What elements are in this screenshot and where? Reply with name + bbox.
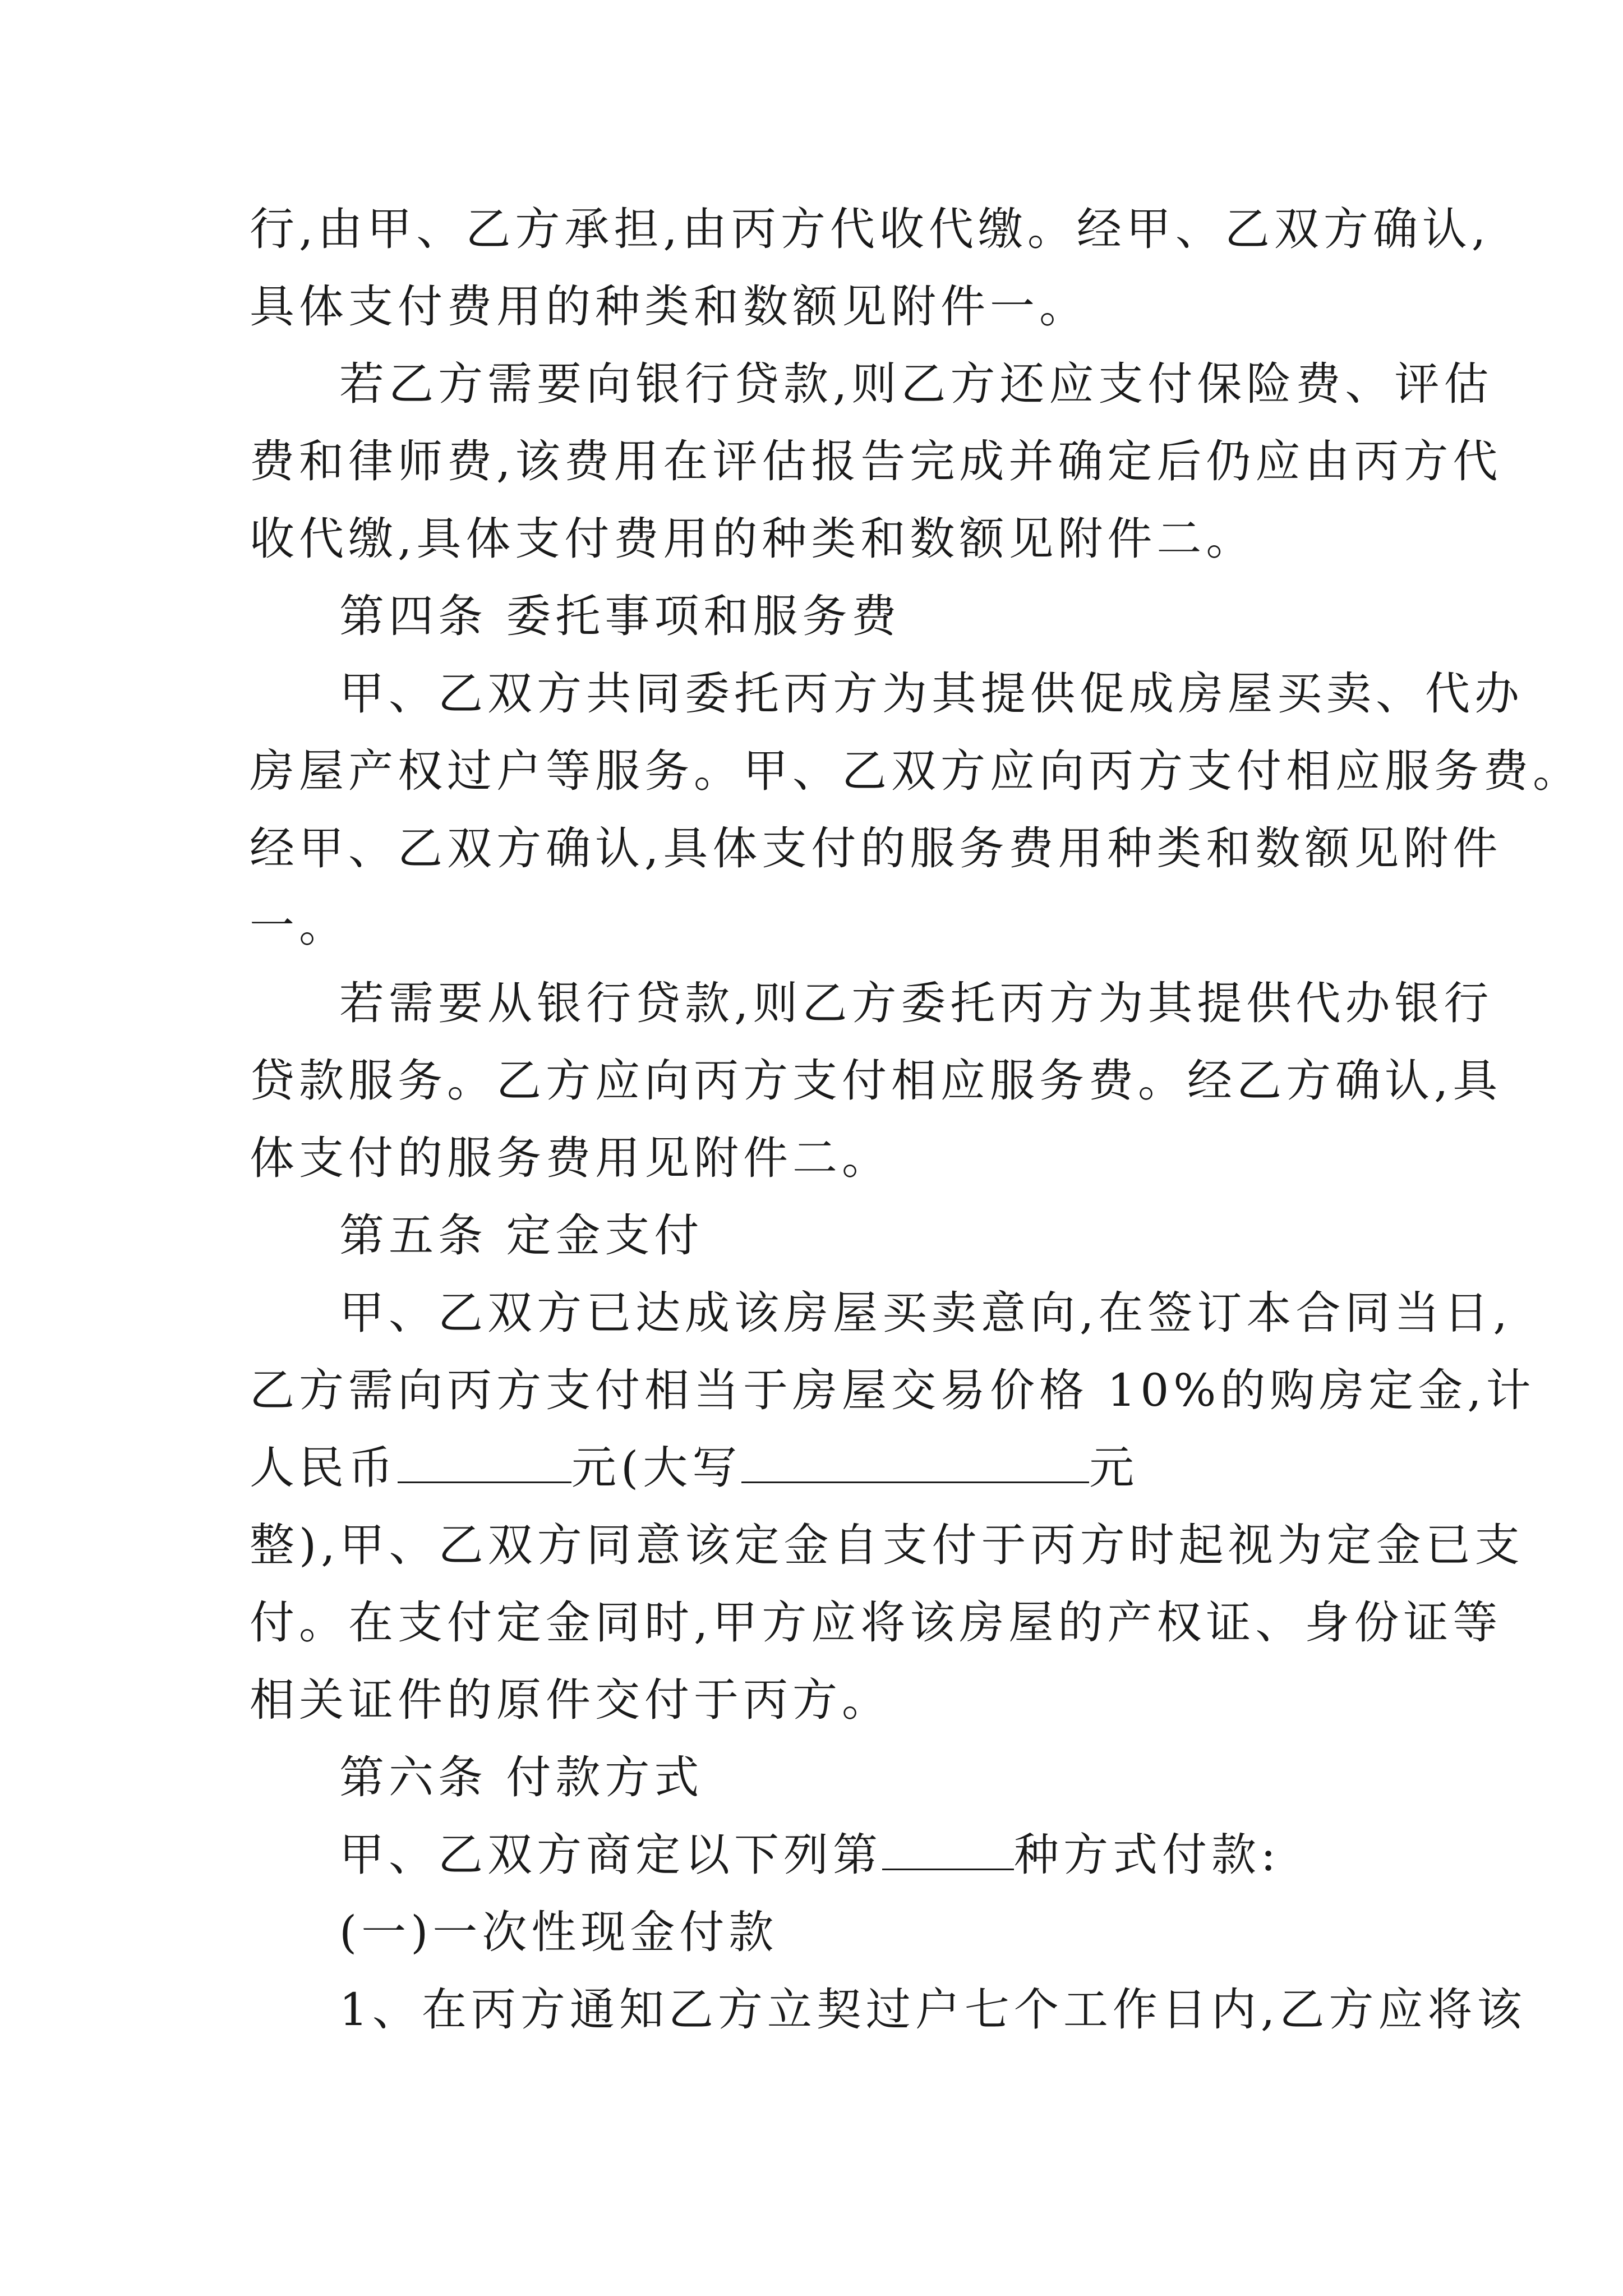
text-line: 体支付的服务费用见附件二。 bbox=[250, 1132, 891, 1184]
amount-blank[interactable] bbox=[398, 1438, 571, 1483]
paragraph-line: 若需要从银行贷款,则乙方委托丙方为其提供代办银行 bbox=[339, 977, 1493, 1029]
amount-uppercase-label: 元(大写 bbox=[571, 1442, 742, 1494]
amount-uppercase-blank[interactable] bbox=[741, 1438, 1089, 1483]
amount-line bbox=[250, 1429, 1377, 1507]
article-heading: 第六条 付款方式 bbox=[339, 1751, 704, 1803]
paragraph-line: 若乙方需要向银行贷款,则乙方还应支付保险费、评估 bbox=[339, 358, 1493, 410]
subsection-heading: (一)一次性现金付款 bbox=[339, 1906, 778, 1958]
payment-method-suffix: 种方式付款: bbox=[1014, 1829, 1280, 1881]
text-line: 经甲、乙双方确认,具体支付的服务费用种类和数额见附件 bbox=[250, 822, 1502, 875]
paragraph-line: 甲、乙双方共同委托丙方为其提供促成房屋买卖、代办 bbox=[339, 668, 1524, 720]
amount-unit: 元 bbox=[1089, 1442, 1139, 1494]
paragraph-line: 甲、乙双方已达成该房屋买卖意向,在签订本合同当日, bbox=[339, 1287, 1512, 1339]
payment-method-label: 甲、乙双方商定以下列第 bbox=[339, 1829, 882, 1881]
text-line: 行,由甲、乙方承担,由丙方代收代缴。经甲、乙双方确认, bbox=[250, 203, 1491, 255]
article-heading: 第四条 委托事项和服务费 bbox=[339, 590, 901, 642]
text-line: 整),甲、乙双方同意该定金自支付于丙方时起视为定金已支 bbox=[250, 1519, 1524, 1571]
contract-body bbox=[250, 191, 1582, 2049]
text-line: 具体支付费用的种类和数额见附件一。 bbox=[250, 280, 1089, 333]
text-line: 收代缴,具体支付费用的种类和数额见附件二。 bbox=[250, 513, 1256, 565]
article-heading: 第五条 定金支付 bbox=[339, 1209, 704, 1262]
amount-label: 人民币 bbox=[250, 1442, 398, 1494]
text-line: 相关证件的原件交付于丙方。 bbox=[250, 1674, 891, 1726]
payment-method-line bbox=[250, 1816, 1377, 1894]
text-line: 费和律师费,该费用在评估报告完成并确定后仍应由丙方代 bbox=[250, 435, 1502, 487]
text-line: 房屋产权过户等服务。甲、乙双方应向丙方支付相应服务费。 bbox=[250, 745, 1582, 797]
text-line: 一。 bbox=[250, 900, 348, 952]
payment-method-blank[interactable] bbox=[882, 1825, 1014, 1870]
text-line: 乙方需向丙方支付相当于房屋交易价格 10%的购房定金,计 bbox=[250, 1364, 1536, 1416]
text-line: 付。在支付定金同时,甲方应将该房屋的产权证、身份证等 bbox=[250, 1596, 1502, 1649]
text-line: 贷款服务。乙方应向丙方支付相应服务费。经乙方确认,具 bbox=[250, 1055, 1502, 1107]
paragraph-line: 1、在丙方通知乙方立契过户七个工作日内,乙方应将该 bbox=[339, 1984, 1527, 2036]
